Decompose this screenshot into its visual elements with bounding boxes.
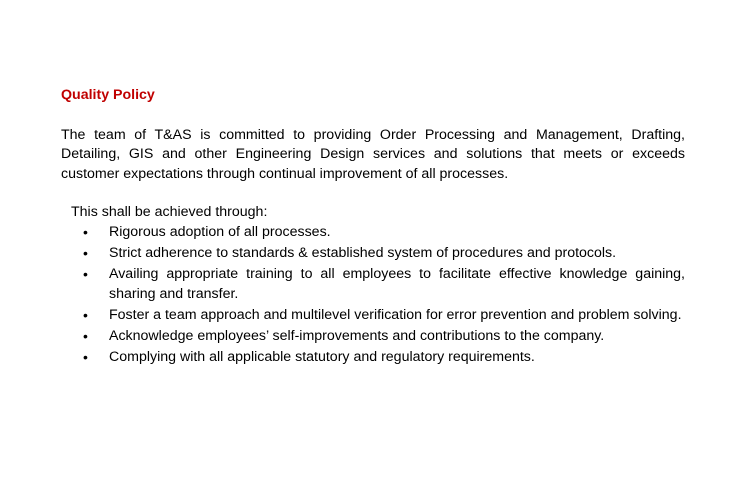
document-body bbox=[61, 86, 685, 369]
bullet-icon: • bbox=[83, 306, 88, 323]
list-item-text: Acknowledge employees’ self-improvements and contributions to the company. bbox=[109, 327, 605, 344]
page-title: Quality Policy bbox=[61, 87, 155, 103]
list-item bbox=[83, 306, 685, 326]
bullet-icon: • bbox=[83, 266, 88, 283]
list-item bbox=[83, 348, 685, 368]
bullet-icon: • bbox=[83, 327, 88, 344]
policy-list bbox=[61, 223, 685, 368]
list-item-text: Complying with all applicable statutory and regulatory requirements. bbox=[109, 349, 535, 366]
list-item bbox=[83, 244, 685, 264]
list-item bbox=[83, 223, 685, 243]
list-item-text: Strict adherence to standards & established system of procedures and protocols. bbox=[109, 245, 617, 262]
list-item bbox=[83, 327, 685, 347]
bullet-icon: • bbox=[83, 349, 88, 366]
list-item-text: Rigorous adoption of all processes. bbox=[109, 223, 331, 240]
list-intro: This shall be achieved through: bbox=[71, 204, 268, 221]
list-item-text: Availing appropriate training to all employees to facilitate effective knowledge gaining, sharing and transfer. bbox=[109, 266, 685, 302]
policy-paragraph: The team of T&AS is committed to providing Order Processing and Management, Drafting, Detailing, GIS and other Engineering Design services and solutions that meets or exceeds customer expectations through continual improvement of all processes. bbox=[61, 126, 685, 182]
bullet-icon: • bbox=[83, 245, 88, 262]
list-item bbox=[83, 265, 685, 304]
bullet-icon: • bbox=[83, 223, 88, 240]
list-item-text: Foster a team approach and multilevel verification for error prevention and problem solving. bbox=[109, 306, 682, 323]
